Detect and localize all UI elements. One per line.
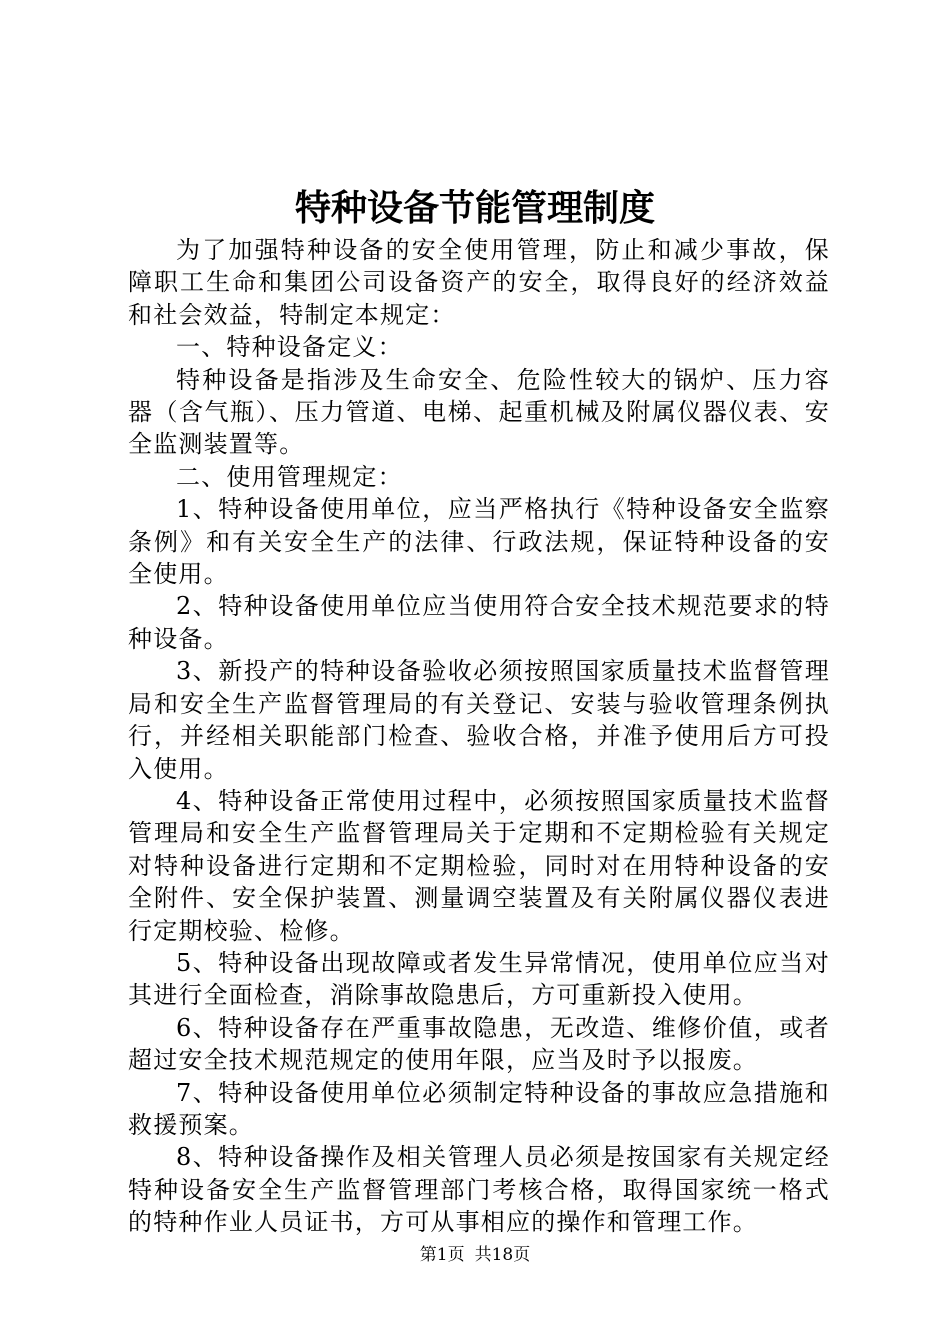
page-footer	[0, 1243, 950, 1267]
rule-item-5: 5、特种设备出现故障或者发生异常情况，使用单位应当对其进行全面检查，消除事故隐患后，方可重新投入使用。	[128, 948, 830, 1010]
rule-item-3: 3、新投产的特种设备验收必须按照国家质量技术监督管理局和安全生产监督管理局的有关登记、安装与验收管理条例执行，并经相关职能部门检查、验收合格，并准予使用后方可投入使用。	[128, 657, 830, 783]
paragraph-definition: 特种设备是指涉及生命安全、危险性较大的锅炉、压力容器（含气瓶）、压力管道、电梯、起重机械及附属仪器仪表、安全监测装置等。	[128, 365, 830, 459]
rule-item-1: 1、特种设备使用单位，应当严格执行《特种设备安全监察条例》和有关安全生产的法律、行政法规，保证特种设备的安全使用。	[128, 495, 830, 589]
page-total: 共18页	[474, 1245, 531, 1265]
document-body	[128, 234, 830, 1239]
paragraph-intro: 为了加强特种设备的安全使用管理，防止和减少事故，保障职工生命和集团公司设备资产的安全，取得良好的经济效益和社会效益，特制定本规定：	[128, 236, 830, 329]
rule-item-8: 8、特种设备操作及相关管理人员必须是按国家有关规定经特种设备安全生产监督管理部门考核合格，取得国家统一格式的特种作业人员证书，方可从事相应的操作和管理工作。	[128, 1143, 830, 1237]
section-heading-definition: 一、特种设备定义：	[176, 333, 403, 362]
rule-item-2: 2、特种设备使用单位应当使用符合安全技术规范要求的特种设备。	[128, 592, 830, 653]
rule-item-4: 4、特种设备正常使用过程中，必须按照国家质量技术监督管理局和安全生产监督管理局关于定期和不定期检验有关规定对特种设备进行定期和不定期检验，同时对在用特种设备的安全附件、安全保护装置、测量调空装置及有关附属仪器仪表进行定期校验、检修。	[128, 786, 830, 945]
document-title: 特种设备节能管理制度	[294, 187, 655, 229]
section-heading-usage-rules: 二、使用管理规定：	[176, 462, 403, 491]
rule-item-6: 6、特种设备存在严重事故隐患，无改造、维修价值，或者超过安全技术规范规定的使用年限，应当及时予以报废。	[128, 1013, 830, 1075]
rule-item-7: 7、特种设备使用单位必须制定特种设备的事故应急措施和救援预案。	[128, 1078, 830, 1139]
page-number: 第1页	[419, 1245, 465, 1265]
